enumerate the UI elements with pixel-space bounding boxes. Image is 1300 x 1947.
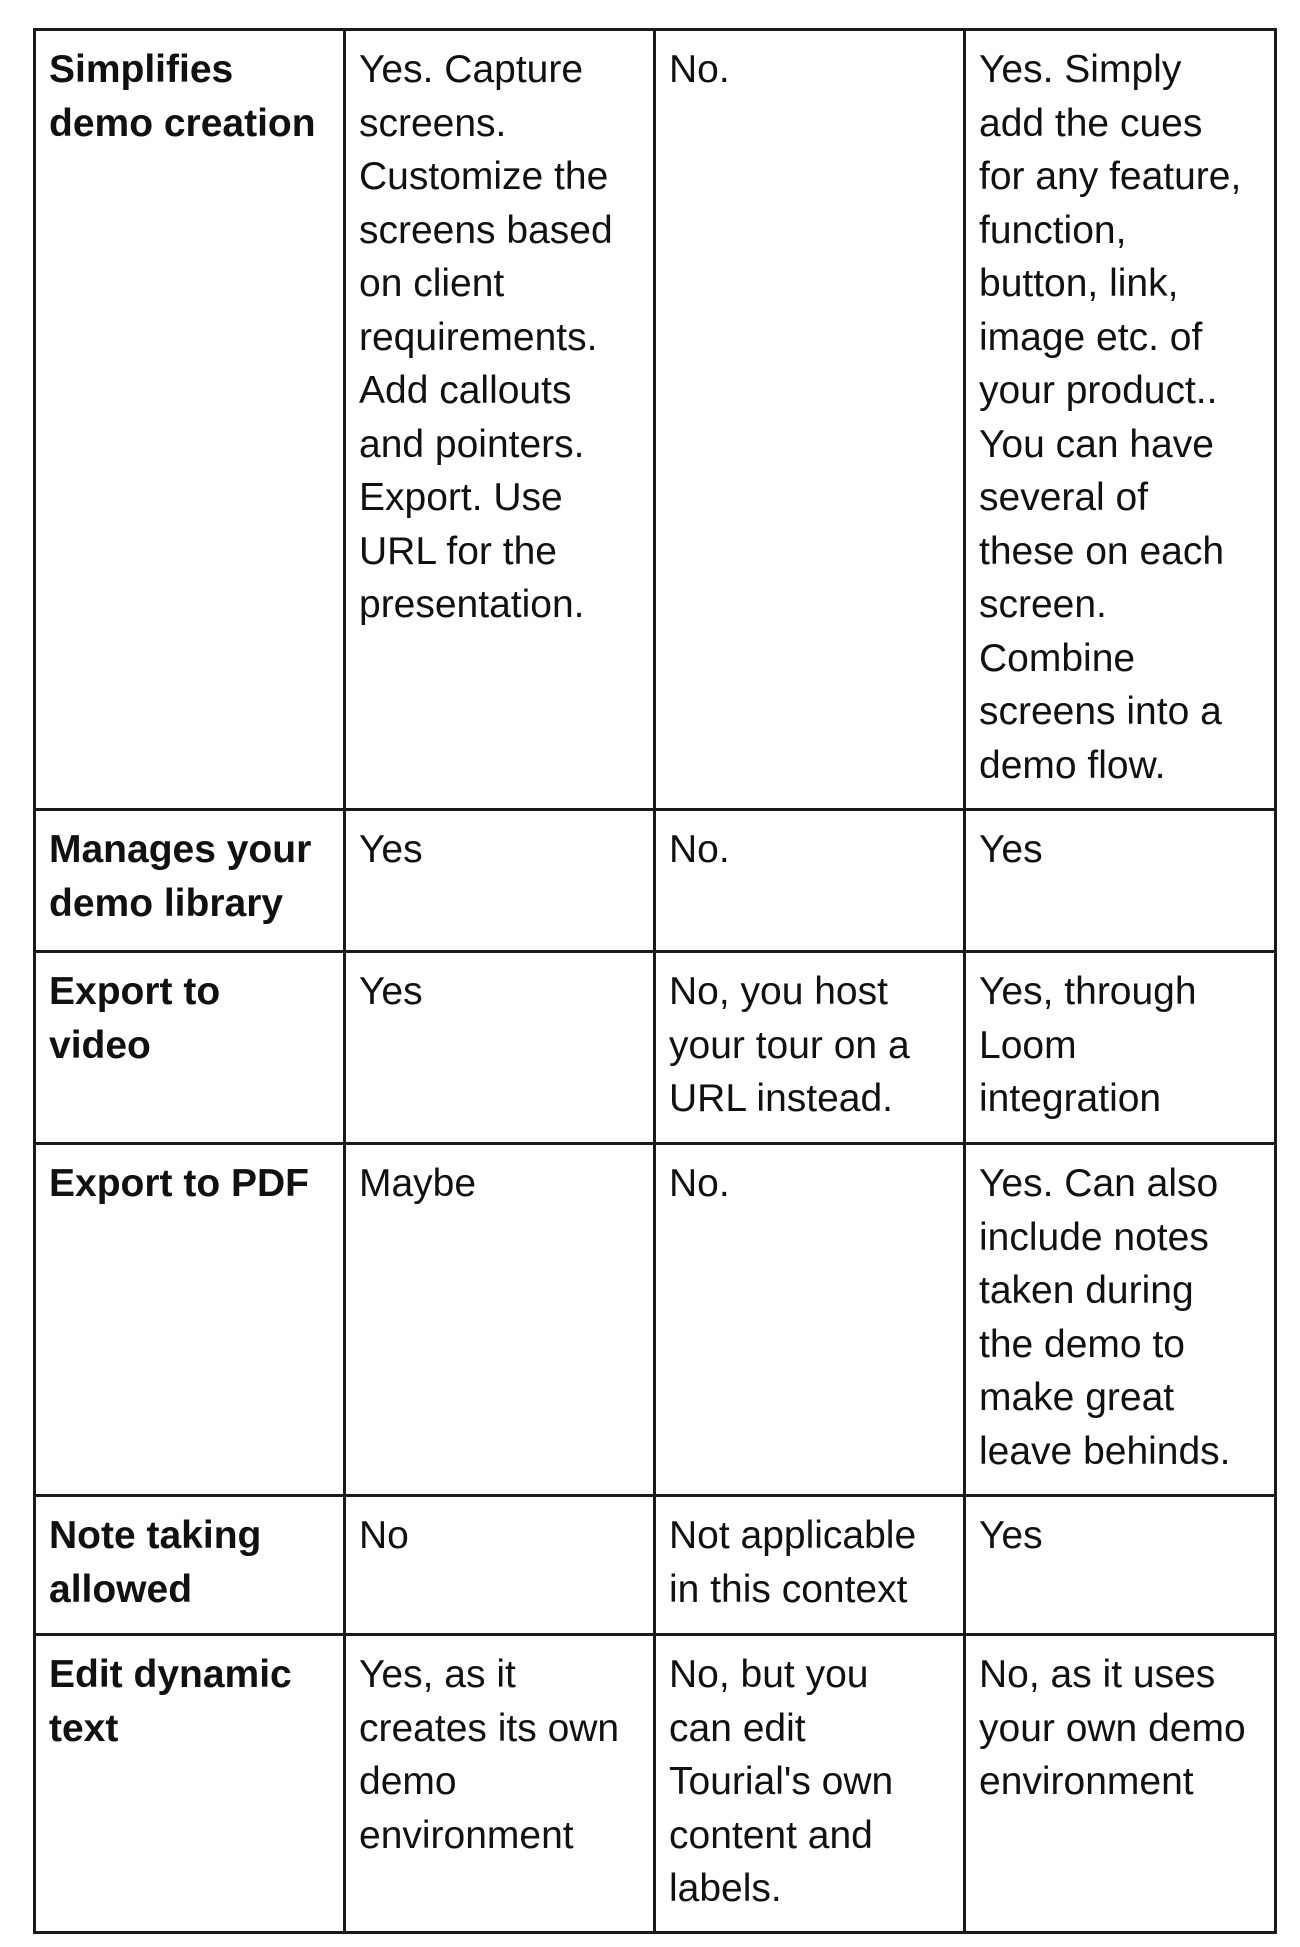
cell-text: URL instead. xyxy=(669,1077,894,1120)
cell-text: environment xyxy=(979,1760,1194,1803)
feature-text: Edit dynamic xyxy=(49,1653,292,1696)
feature-text: Export to PDF xyxy=(49,1162,309,1205)
cell-text: Yes, as it xyxy=(359,1653,516,1696)
feature-cell xyxy=(35,30,345,810)
cell-text: environment xyxy=(359,1813,574,1857)
cell-text: on client xyxy=(359,262,505,305)
cell-text: No, as it uses xyxy=(979,1653,1216,1696)
cell-text: URL for the xyxy=(359,529,557,573)
feature-text: allowed xyxy=(49,1567,193,1611)
feature-text: Export to xyxy=(49,970,221,1013)
cell-text: demo xyxy=(359,1760,457,1803)
cell-text: Add callouts xyxy=(359,369,572,412)
table-row xyxy=(35,30,1276,810)
cell-text: add the cues xyxy=(979,101,1203,145)
feature-text: Note taking xyxy=(49,1514,262,1557)
cell-text: include notes xyxy=(979,1215,1209,1259)
table-row xyxy=(35,1496,1276,1635)
cell-text: Yes. Can also xyxy=(979,1162,1219,1205)
option-3-cell xyxy=(965,1635,1276,1933)
cell-text: creates its own xyxy=(359,1706,620,1750)
option-3-cell xyxy=(965,952,1276,1144)
feature-text: demo creation xyxy=(49,101,316,145)
cell-text: and pointers. xyxy=(359,422,585,466)
cell-text: Yes. Capture xyxy=(359,48,584,91)
cell-text: these on each xyxy=(979,529,1225,573)
cell-text: Export. Use xyxy=(359,476,563,519)
cell-text: Maybe xyxy=(359,1162,477,1205)
option-2-cell xyxy=(655,952,965,1144)
feature-text: text xyxy=(49,1706,119,1750)
cell-text: your product.. xyxy=(979,369,1218,412)
cell-text: Yes. Simply xyxy=(979,48,1182,91)
cell-text: your own demo xyxy=(979,1706,1246,1750)
cell-text: presentation. xyxy=(359,583,585,626)
cell-text: several of xyxy=(979,476,1149,519)
cell-text: Customize the xyxy=(359,155,609,198)
feature-text: demo library xyxy=(49,881,284,925)
option-1-cell xyxy=(345,952,655,1144)
cell-text: Yes, through xyxy=(979,970,1197,1013)
cell-text: Yes xyxy=(359,828,423,871)
cell-text: taken during xyxy=(979,1269,1194,1312)
option-3-cell xyxy=(965,1496,1276,1635)
cell-text: for any feature, xyxy=(979,155,1242,198)
cell-text: screens into a xyxy=(979,690,1222,733)
feature-cell xyxy=(35,810,345,952)
cell-text: function, xyxy=(979,208,1127,252)
cell-text: screen. xyxy=(979,583,1107,626)
cell-text: make great xyxy=(979,1376,1175,1419)
option-1-cell xyxy=(345,1635,655,1933)
cell-text: Tourial's own xyxy=(669,1760,894,1803)
cell-text: can edit xyxy=(669,1706,806,1750)
cell-text: No xyxy=(359,1514,409,1557)
cell-text: No, but you xyxy=(669,1653,869,1696)
cell-text: in this context xyxy=(669,1567,908,1611)
feature-cell xyxy=(35,1144,345,1496)
table-row xyxy=(35,952,1276,1144)
cell-text: No, you host xyxy=(669,970,888,1013)
feature-text: Manages your xyxy=(49,828,312,871)
cell-text: Yes xyxy=(359,970,423,1013)
cell-text: You can have xyxy=(979,422,1214,466)
cell-text: the demo to xyxy=(979,1322,1185,1366)
cell-text: image etc. of xyxy=(979,315,1203,359)
feature-cell xyxy=(35,1635,345,1933)
cell-text: demo flow. xyxy=(979,743,1166,787)
option-1-cell xyxy=(345,1496,655,1635)
option-1-cell xyxy=(345,30,655,810)
feature-text: video xyxy=(49,1023,151,1067)
cell-text: requirements. xyxy=(359,315,598,359)
cell-text: Loom xyxy=(979,1023,1077,1067)
option-1-cell xyxy=(345,810,655,952)
option-2-cell xyxy=(655,1496,965,1635)
table-row xyxy=(35,810,1276,952)
cell-text: labels. xyxy=(669,1867,782,1910)
option-3-cell xyxy=(965,1144,1276,1496)
comparison-table xyxy=(33,28,1277,1934)
cell-text: Combine xyxy=(979,636,1136,680)
cell-text: integration xyxy=(979,1077,1162,1120)
cell-text: your tour on a xyxy=(669,1023,910,1067)
cell-text: button, link, xyxy=(979,262,1179,305)
table-row xyxy=(35,1635,1276,1933)
option-2-cell xyxy=(655,810,965,952)
option-3-cell xyxy=(965,30,1276,810)
option-1-cell xyxy=(345,1144,655,1496)
option-2-cell xyxy=(655,30,965,810)
feature-cell xyxy=(35,1496,345,1635)
cell-text: leave behinds. xyxy=(979,1429,1231,1473)
cell-text: content and xyxy=(669,1813,873,1857)
cell-text: screens. xyxy=(359,101,507,145)
cell-text: Yes xyxy=(979,828,1043,871)
feature-text: Simplifies xyxy=(49,48,234,91)
option-2-cell xyxy=(655,1635,965,1933)
table-row xyxy=(35,1144,1276,1496)
cell-text: Yes xyxy=(979,1514,1043,1557)
cell-text: No. xyxy=(669,828,730,871)
option-2-cell xyxy=(655,1144,965,1496)
cell-text: No. xyxy=(669,48,730,91)
option-3-cell xyxy=(965,810,1276,952)
cell-text: Not applicable xyxy=(669,1514,917,1557)
feature-cell xyxy=(35,952,345,1144)
cell-text: screens based xyxy=(359,208,613,252)
cell-text: No. xyxy=(669,1162,730,1205)
